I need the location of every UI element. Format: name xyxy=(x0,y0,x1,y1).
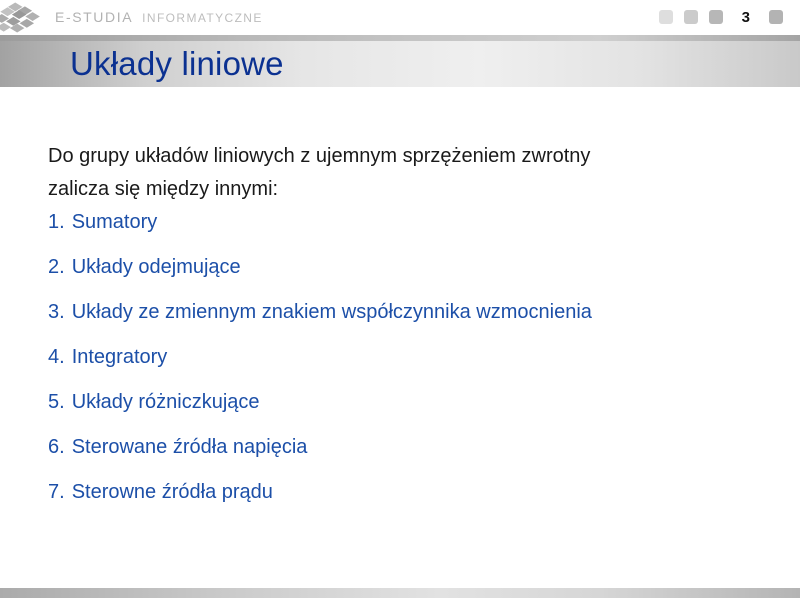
progress-square-icon xyxy=(659,10,673,24)
list-item xyxy=(48,470,770,515)
list-item-number: 5. xyxy=(48,391,65,413)
header xyxy=(0,0,800,34)
progress-square-icon xyxy=(769,10,783,24)
list-item-label: Sterowane źródła napięcia xyxy=(71,436,308,458)
list-item-label: Sumatory xyxy=(71,211,158,233)
intro-line: zalicza się między innymi: xyxy=(48,178,279,200)
list-item-number: 4. xyxy=(48,346,65,368)
intro-paragraph xyxy=(48,140,760,206)
list-item xyxy=(48,380,770,425)
list-item-number: 7. xyxy=(48,481,65,503)
list-item-number: 2. xyxy=(48,256,65,278)
list-item-number: 6. xyxy=(48,436,65,458)
list-item-label: Sterowne źródła prądu xyxy=(71,481,273,503)
list-item-label: Układy odejmujące xyxy=(71,256,241,278)
linear-systems-list xyxy=(48,200,770,515)
list-item-label: Integratory xyxy=(71,346,168,368)
brand-subname: INFORMATYCZNE xyxy=(142,11,263,25)
list-item xyxy=(48,335,770,380)
progress-square-icon xyxy=(709,10,723,24)
brand-text xyxy=(55,9,263,25)
header-right xyxy=(659,9,800,26)
page-number: 3 xyxy=(741,8,750,26)
list-item-number: 3. xyxy=(48,301,65,323)
list-item xyxy=(48,425,770,470)
slide-title: Układy liniowe xyxy=(70,45,284,82)
list-item-number: 1. xyxy=(48,211,65,233)
intro-line: Do grupy układów liniowych z ujemnym sprzężeniem zwrotny xyxy=(48,145,591,167)
progress-square-icon xyxy=(684,10,698,24)
list-item xyxy=(48,200,770,245)
brand-name: E-STUDIA xyxy=(55,9,134,25)
list-item-label: Układy różniczkujące xyxy=(71,391,260,413)
brand xyxy=(0,2,263,33)
list-item-label: Układy ze zmiennym znakiem współczynnika wzmocnienia xyxy=(71,301,592,323)
tiles-logo-icon xyxy=(0,2,49,33)
footer-bar xyxy=(0,588,800,598)
list-item xyxy=(48,245,770,290)
list-item xyxy=(48,290,770,335)
title-bar xyxy=(0,41,800,87)
